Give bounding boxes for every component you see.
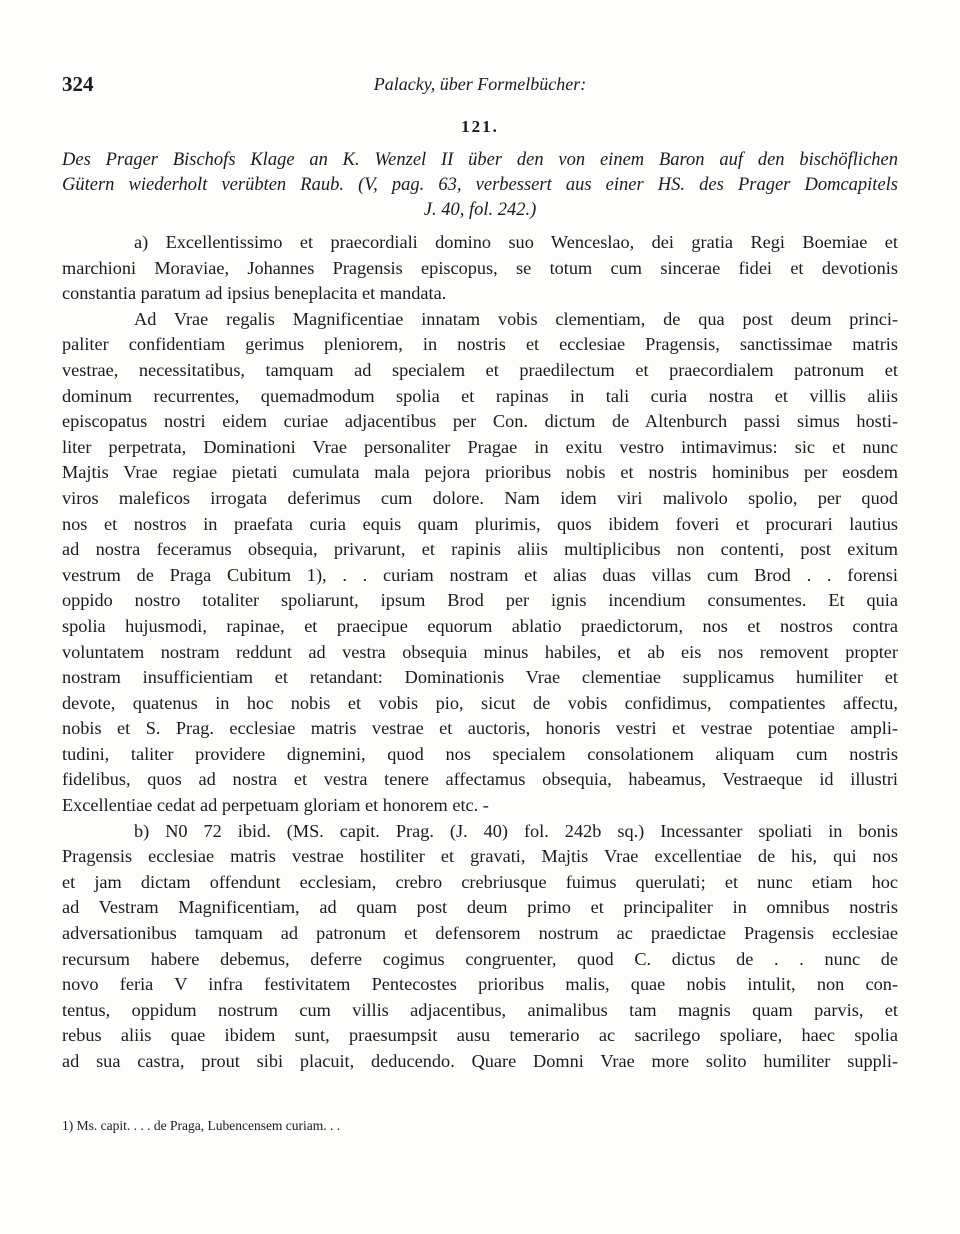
body-text [62,230,898,1075]
text-line: vestrum de Praga Cubitum 1), . . curiam nostram et alias duas villas cum Brod . . forensi [62,564,898,585]
text-line: novo feria V infra festivitatem Pentecostes prioribus malis, quae nobis intulit, non con- [62,974,898,995]
text-line: oppido nostro totaliter spoliarunt, ipsum Brod per ignis incendium consumentes. Et quia [62,590,898,611]
page-number: 324 [62,72,94,96]
text-line: devote, quatenus in hoc nobis et vobis pio, sicut de vobis confidimus, compatientes affectu, [62,692,898,713]
text-line: nostram insufficientiam et retandant: Dominationis Vrae clementiae supplicamus humiliter et [62,667,898,688]
text-line: viros maleficos irrogata deferimus cum dolore. Nam idem viri malivolo spolio, per quod [62,487,898,508]
text-line: a) Excellentissimo et praecordiali domino suo Wenceslao, dei gratia Regi Boemiae et [134,232,898,252]
text-line: b) N0 72 ibid. (MS. capit. Prag. (J. 40) fol. 242b sq.) Incessanter spoliati in bonis [134,820,898,841]
running-header [62,72,898,102]
document-heading [62,148,898,223]
text-line: tudini, taliter providere dignemini, quod nos specialem consolationem aliquam cum nostris [62,743,898,764]
text-line: voluntatem nostram reddunt ad vestra obsequia minus habiles, et ab eis nos removent propter [62,641,898,662]
text-line: Majtis Vrae regiae pietati cumulata mala pejora prioribus nobis et nostris hominibus per eosdem [62,462,898,483]
text-line: rebus aliis quae ibidem sunt, praesumpsit ausu temerario ac sacrilego spoliare, haec spolia [62,1025,898,1046]
text-line: Excellentiae cedat ad perpetuam gloriam et honorem etc. - [62,795,489,816]
text-line: paliter confidentiam gerimus pleniorem, in nostris et ecclesiae Pragensis, sanctissimae matris [62,334,898,355]
text-line: fidelibus, quos ad nostra et vestra tenere affectamus obsequia, habeamus, Vestraeque id illustri [62,769,898,790]
text-line: Pragensis ecclesiae matris vestrae hostiliter et gravati, Majtis Vrae excellentiae de his, qui nos [62,846,898,867]
text-line: recursum habere debemus, deferre cogimus congruenter, quod C. dictus de . . nunc de [62,948,898,969]
text-line: ad Vestram Magnificentiam, ad quam post deum primo et principaliter in omnibus nostris [62,897,898,918]
text-line: Ad Vrae regalis Magnificentiae innatam vobis clementiam, de qua post deum princi- [134,308,898,329]
footnote: 1) Ms. capit. . . . de Praga, Lubencensem curiam. . . [62,1118,341,1133]
text-line: ad nostra feceramus obsequia, privarunt, et rapinis aliis multiplicibus non contenti, post exitum [62,539,898,560]
heading-line: Des Prager Bischofs Klage an K. Wenzel II über den von einem Baron auf den bischöflichen [62,150,898,170]
text-line: dominum recurrentes, quemadmodum spolia et rapinas in tali curia nostra et villis aliis [62,385,898,406]
text-line: vestrae, necessitatibus, tamquam ad specialem et praedilectum et praecordialem patronum et [62,359,898,380]
text-line: ad sua castra, prout sibi placuit, deducendo. Quare Domni Vrae more solito humiliter suppli- [62,1051,898,1071]
text-line: nos et nostros in praefata curia equis quam plurimis, quos ibidem foveri et procurari lautius [62,513,898,534]
running-title: Palacky, über Formelbücher: [373,74,587,94]
text-line: nobis et S. Prag. ecclesiae matris vestrae et auctoris, honoris vestri et vestrae potentiae ampli- [62,718,898,739]
text-line: marchioni Moraviae, Johannes Pragensis episcopus, se totum cum sincerae fidei et devotionis [62,257,898,278]
text-line: adversationibus tamquam ad patronum et defensorem nostrum ac praedictae Pragensis ecclesiae [62,923,898,944]
heading-line: J. 40, fol. 242.) [423,200,537,220]
text-line: episcopatus nostri eidem curiae adjacentibus per Con. dictum de Altenburch passi simus hosti- [62,411,898,432]
text-line: tentus, oppidum nostrum cum villis adjacentibus, animalibus tam magnis quam parvis, et [62,999,898,1020]
heading-line: Gütern wiederholt verübten Raub. (V, pag. 63, verbessert aus einer HS. des Prager Domcapitels [62,175,898,195]
document-number: 121. [461,117,499,136]
text-line: liter perpetrata, Dominationi Vrae personaliter Pragae in exitu vestro intimavimus: sic et nunc [62,436,898,457]
text-line: constantia paratum ad ipsius beneplacita et mandata. [62,283,447,304]
text-line: et jam dictam offendunt ecclesiam, crebro crebriusque fuimus querulati; et nunc etiam hoc [62,871,898,892]
text-line: spolia hujusmodi, rapinae, et praecipue equorum ablatio praedictorum, nos et nostros contra [62,615,898,636]
